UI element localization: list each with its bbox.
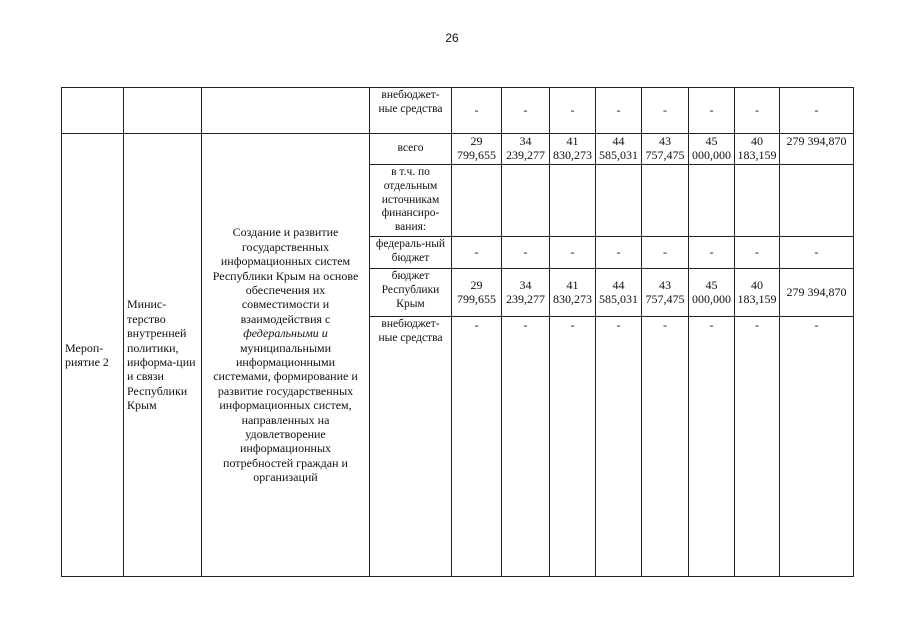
funding-source: внебюджет-ные средства [370, 317, 452, 577]
table-row [62, 134, 854, 165]
value-cell: - [596, 317, 642, 577]
value-cell [452, 165, 502, 237]
value-cell: 45 000,000 [689, 134, 735, 165]
value-cell: - [596, 237, 642, 269]
value-cell: 44 585,031 [596, 269, 642, 317]
value-cell: 45 000,000 [689, 269, 735, 317]
funding-source: федераль-ный бюджет [370, 237, 452, 269]
funding-source: внебюджет-ные средства [370, 88, 452, 134]
value-cell [780, 165, 854, 237]
value-cell: - [596, 88, 642, 134]
value-cell: - [642, 317, 689, 577]
value-cell [502, 165, 550, 237]
value-cell: - [735, 237, 780, 269]
value-cell: 279 394,870 [780, 269, 854, 317]
description-text: муниципальными информационными системами, формирование и развитие государственных информационных систем, направленных на удовлетворение информационных потребностей граждан и организаций [213, 340, 358, 485]
value-cell: 40 183,159 [735, 134, 780, 165]
value-cell [689, 165, 735, 237]
value-cell: 44 585,031 [596, 134, 642, 165]
value-cell: - [550, 237, 596, 269]
page-number: 26 [445, 31, 459, 45]
value-cell: - [642, 88, 689, 134]
value-cell: - [550, 88, 596, 134]
value-cell: 43 757,475 [642, 134, 689, 165]
funding-source: в т.ч. по отдельным источникам финансиро-вания: [370, 165, 452, 237]
value-cell: - [780, 237, 854, 269]
description-italic: федеральными и [243, 326, 328, 341]
budget-table [61, 87, 854, 577]
value-cell: - [780, 317, 854, 577]
value-cell [596, 165, 642, 237]
value-cell: 41 830,273 [550, 269, 596, 317]
value-cell: - [550, 317, 596, 577]
value-cell: - [689, 237, 735, 269]
value-cell: - [502, 317, 550, 577]
value-cell: - [780, 88, 854, 134]
value-cell: - [689, 317, 735, 577]
value-cell: 29 799,655 [452, 269, 502, 317]
table-row [62, 88, 854, 134]
value-cell: - [642, 237, 689, 269]
value-cell [735, 165, 780, 237]
description-text: Создание и развитие государственных информационных систем Республики Крым на основе обеспечения их совместимости и взаимодействия с [212, 225, 359, 326]
value-cell: 279 394,870 [780, 134, 854, 165]
value-cell [550, 165, 596, 237]
value-cell: 34 239,277 [502, 269, 550, 317]
empty-cell [124, 88, 202, 134]
funding-source: бюджет Республики Крым [370, 269, 452, 317]
value-cell: 29 799,655 [452, 134, 502, 165]
value-cell: 43 757,475 [642, 269, 689, 317]
empty-cell [62, 88, 124, 134]
funding-source: всего [370, 134, 452, 165]
empty-cell [202, 88, 370, 134]
value-cell: 40 183,159 [735, 269, 780, 317]
value-cell [642, 165, 689, 237]
measure-description [202, 134, 370, 577]
measure-label: Мероп-риятие 2 [62, 134, 124, 577]
value-cell: - [452, 317, 502, 577]
value-cell: 34 239,277 [502, 134, 550, 165]
value-cell: - [502, 237, 550, 269]
value-cell: 41 830,273 [550, 134, 596, 165]
executor-cell: Минис-терство внутренней политики, информа-ции и связи Республики Крым [124, 134, 202, 577]
value-cell: - [502, 88, 550, 134]
value-cell: - [735, 88, 780, 134]
value-cell: - [452, 237, 502, 269]
value-cell: - [452, 88, 502, 134]
value-cell: - [689, 88, 735, 134]
value-cell: - [735, 317, 780, 577]
